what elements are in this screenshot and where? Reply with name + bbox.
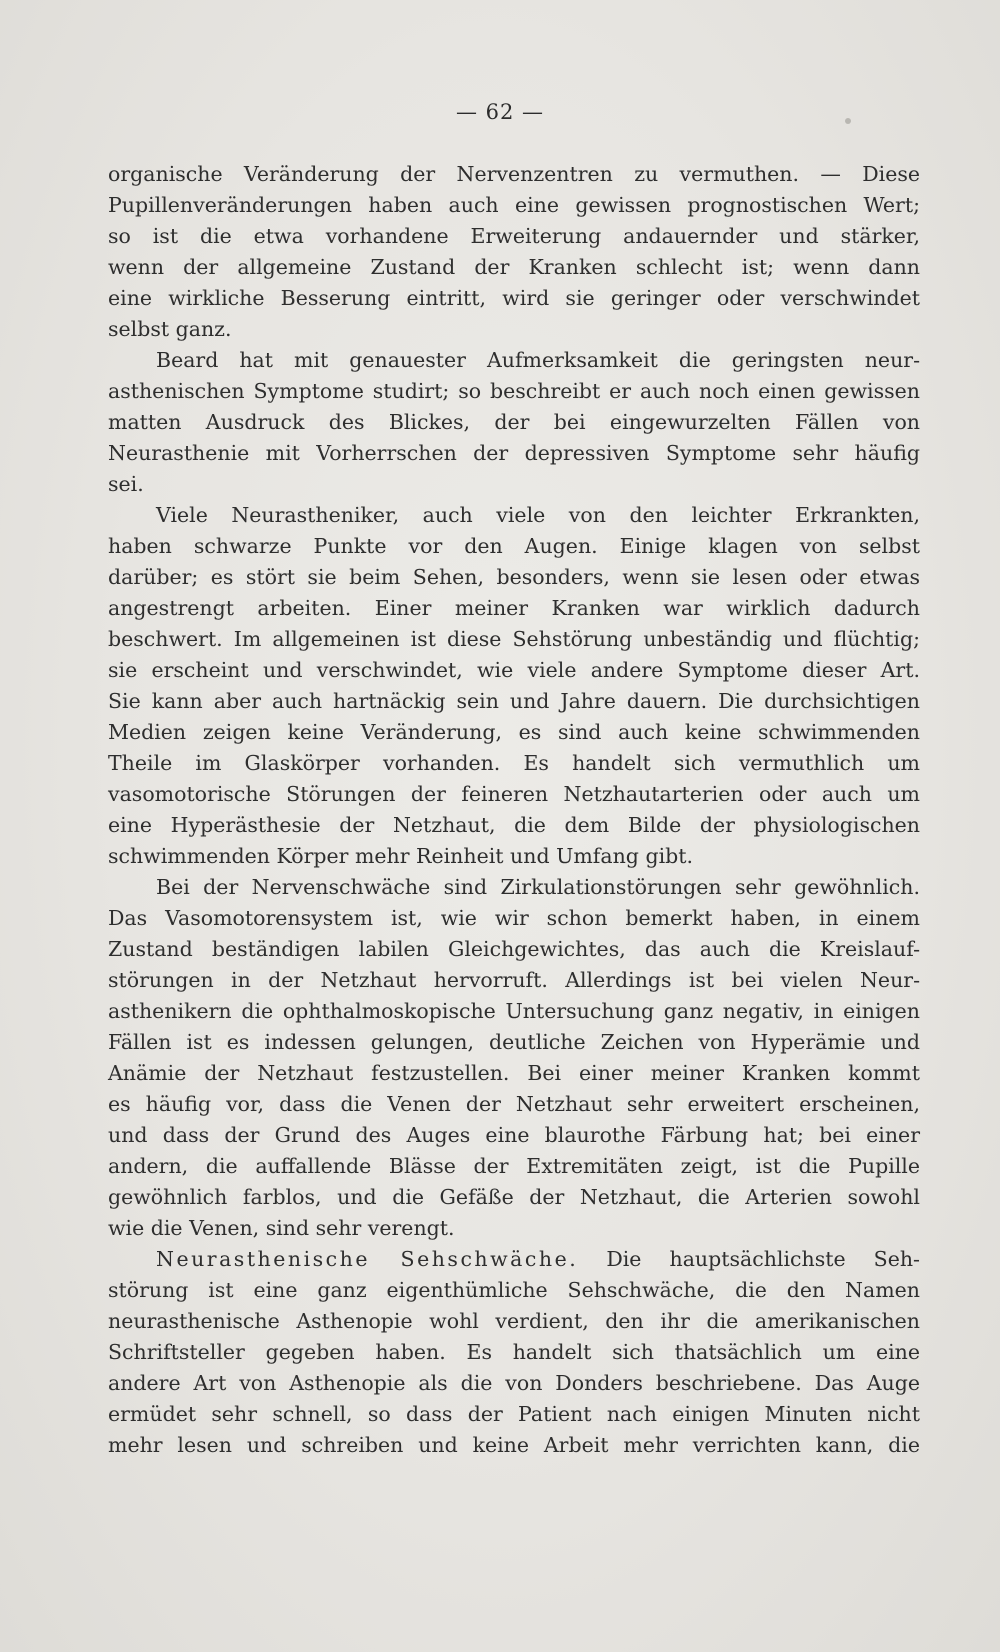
text-line: haben schwarze Punkte vor den Augen. Einige klagen von selbst bbox=[108, 534, 920, 558]
text-line: Viele Neurastheniker, auch viele von den leichter Erkrankten, bbox=[156, 503, 920, 527]
text-line: Beard hat mit genauester Aufmerksamkeit die geringsten neur- bbox=[156, 348, 920, 372]
paper-speck bbox=[845, 118, 851, 124]
text-line: matten Ausdruck des Blickes, der bei eingewurzelten Fällen von bbox=[108, 410, 920, 434]
text-line: es häufig vor, dass die Venen der Netzhaut sehr erweitert erscheinen, bbox=[108, 1092, 920, 1116]
text-line: andere Art von Asthenopie als die von Donders beschriebene. Das Auge bbox=[108, 1371, 920, 1395]
text-line: wie die Venen, sind sehr verengt. bbox=[108, 1216, 455, 1240]
text-line: Sie kann aber auch hartnäckig sein und Jahre dauern. Die durchsichtigen bbox=[108, 689, 920, 713]
text-line: Das Vasomotorensystem ist, wie wir schon bemerkt haben, in einem bbox=[108, 906, 920, 930]
text-line: Neurasthenie mit Vorherrschen der depressiven Symptome sehr häufig bbox=[108, 441, 920, 465]
text-line: wenn der allgemeine Zustand der Kranken schlecht ist; wenn dann bbox=[108, 255, 920, 279]
text-line: andern, die auffallende Blässe der Extremitäten zeigt, ist die Pupille bbox=[108, 1154, 920, 1178]
text-line: störung ist eine ganz eigenthümliche Sehschwäche, die den Namen bbox=[108, 1278, 920, 1302]
text-line-with-heading bbox=[108, 1244, 920, 1275]
text-line: angestrengt arbeiten. Einer meiner Kranken war wirklich dadurch bbox=[108, 596, 920, 620]
text-line: Theile im Glaskörper vorhanden. Es handelt sich vermuthlich um bbox=[108, 751, 920, 775]
text-line: sei. bbox=[108, 472, 144, 496]
section-heading: Neurasthenische Sehschwäche. bbox=[156, 1247, 579, 1271]
text-line: neurasthenische Asthenopie wohl verdient, den ihr die amerikanischen bbox=[108, 1309, 920, 1333]
text-line: schwimmenden Körper mehr Reinheit und Umfang gibt. bbox=[108, 844, 694, 868]
text-line: asthenikern die ophthalmoskopische Untersuchung ganz negativ, in einigen bbox=[108, 999, 920, 1023]
text-line: gewöhnlich farblos, und die Gefäße der Netzhaut, die Arterien sowohl bbox=[108, 1185, 920, 1209]
text-line: störungen in der Netzhaut hervorruft. Allerdings ist bei vielen Neur- bbox=[108, 968, 920, 992]
text-line: Schriftsteller gegeben haben. Es handelt sich thatsächlich um eine bbox=[108, 1340, 920, 1364]
text-line: eine Hyperästhesie der Netzhaut, die dem Bilde der physiologischen bbox=[108, 813, 920, 837]
text-line: Medien zeigen keine Veränderung, es sind auch keine schwimmenden bbox=[108, 720, 920, 744]
text-line: Anämie der Netzhaut festzustellen. Bei einer meiner Kranken kommt bbox=[108, 1061, 920, 1085]
text-line: darüber; es stört sie beim Sehen, besonders, wenn sie lesen oder etwas bbox=[108, 565, 920, 589]
body-text bbox=[108, 159, 920, 1461]
text-line: ermüdet sehr schnell, so dass der Patient nach einigen Minuten nicht bbox=[108, 1402, 920, 1426]
text-line: selbst ganz. bbox=[108, 317, 232, 341]
text-line: organische Veränderung der Nervenzentren zu vermuthen. — Diese bbox=[108, 162, 920, 186]
text-line: Zustand beständigen labilen Gleichgewichtes, das auch die Kreislauf- bbox=[108, 937, 920, 961]
text-line: sie erscheint und verschwindet, wie viele andere Symptome dieser Art. bbox=[108, 658, 920, 682]
text-line: Bei der Nervenschwäche sind Zirkulationstörungen sehr gewöhnlich. bbox=[156, 875, 920, 899]
text-line: Fällen ist es indessen gelungen, deutliche Zeichen von Hyperämie und bbox=[108, 1030, 920, 1054]
text-line: so ist die etwa vorhandene Erweiterung andauernder und stärker, bbox=[108, 224, 920, 248]
text-line: asthenischen Symptome studirt; so beschreibt er auch noch einen gewissen bbox=[108, 379, 920, 403]
page-number: — 62 — bbox=[455, 100, 545, 124]
text-line: vasomotorische Störungen der feineren Netzhautarterien oder auch um bbox=[108, 782, 920, 806]
text-line: beschwert. Im allgemeinen ist diese Sehstörung unbeständig und flüchtig; bbox=[108, 627, 920, 651]
text-line: Pupillenveränderungen haben auch eine gewissen prognostischen Wert; bbox=[108, 193, 920, 217]
text-line: und dass der Grund des Auges eine blaurothe Färbung hat; bei einer bbox=[108, 1123, 920, 1147]
text-line-rest: Die hauptsächlichste Seh- bbox=[606, 1247, 920, 1271]
text-line: eine wirkliche Besserung eintritt, wird sie geringer oder verschwindet bbox=[108, 286, 920, 310]
text-line: mehr lesen und schreiben und keine Arbeit mehr verrichten kann, die bbox=[108, 1433, 920, 1457]
